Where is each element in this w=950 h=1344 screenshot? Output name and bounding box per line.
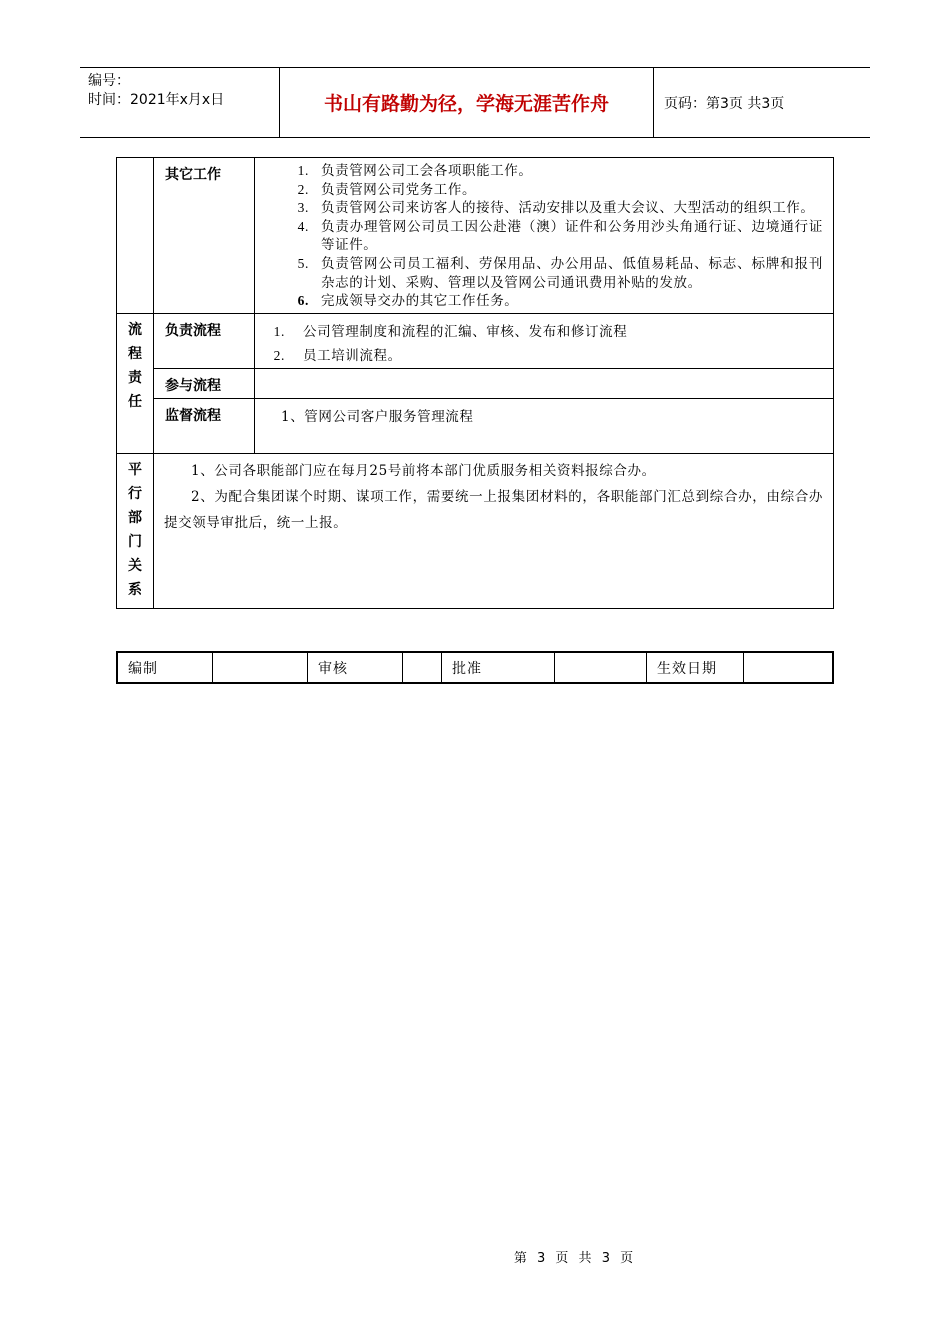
list-item: 6. 完成领导交办的其它工作任务。 xyxy=(297,293,519,310)
participate-content xyxy=(255,368,834,398)
list-item: 1. 公司管理制度和流程的汇编、审核、发布和修订流程 xyxy=(273,323,628,340)
supervise-content: 1、管网公司客户服务管理流程 xyxy=(255,398,834,453)
responsible-row xyxy=(117,313,834,368)
duty-table xyxy=(116,157,834,609)
other-work-list xyxy=(255,158,833,313)
footer-page-number: 第 3 页 共 3 页 xyxy=(513,1251,637,1266)
parallel-paragraph: 1、公司各职能部门应在每月25号前将本部门优质服务相关资料报综合办。 xyxy=(191,462,656,479)
parallel-row xyxy=(117,453,834,608)
approved-label: 批准 xyxy=(442,652,555,683)
page-footer xyxy=(0,1247,950,1266)
supervise-row xyxy=(117,398,834,453)
list-item: 2. 负责管网公司党务工作。 xyxy=(297,181,477,198)
supervise-label: 监督流程 xyxy=(154,398,255,453)
approved-value xyxy=(555,652,647,683)
list-item: 2. 员工培训流程。 xyxy=(273,347,402,364)
participate-label: 参与流程 xyxy=(154,368,255,398)
other-work-content xyxy=(255,158,834,314)
responsible-content xyxy=(255,313,834,368)
parallel-paragraph: 2、为配合集团谋个时期、谋项工作，需要统一上报集团材料的，各职能部门汇总到综合办，由综合办提交领导审批后，统一上报。 xyxy=(164,488,823,531)
prepared-value xyxy=(213,652,308,683)
list-item: 3. 负责管网公司来访客人的接待、活动安排以及重大会议、大型活动的组织工作。 xyxy=(297,200,815,217)
sign-row xyxy=(117,652,833,683)
reviewed-label: 审核 xyxy=(308,652,403,683)
list-item: 1. 负责管网公司工会各项职能工作。 xyxy=(297,163,533,179)
participate-row xyxy=(117,368,834,398)
header-time: 时间：2021年x月x日 xyxy=(88,92,225,108)
header-meta xyxy=(80,68,280,137)
list-item: 5. 负责管网公司员工福利、劳保用品、办公用品、低值易耗品、标志、标牌和报刊杂志的计划、采购、管理以及管网公司通讯费用补贴的发放。 xyxy=(297,255,823,291)
blank-section-cell xyxy=(117,158,154,314)
process-section-label: 流 程 责 任 xyxy=(117,313,154,453)
effective-label: 生效日期 xyxy=(647,652,744,683)
prepared-label: 编制 xyxy=(117,652,213,683)
header-code: 编号： xyxy=(88,73,130,89)
parallel-content xyxy=(154,453,834,608)
other-work-row xyxy=(117,158,834,314)
list-item: 4. 负责办理管网公司员工因公赴港（澳）证件和公务用沙头角通行证、边境通行证等证件。 xyxy=(297,218,823,254)
page-header xyxy=(80,67,870,138)
header-motto: 书山有路勤为径，学海无涯苦作舟 xyxy=(280,68,654,137)
sign-table xyxy=(116,651,834,684)
parallel-section-label: 平 行 部 门 关 系 xyxy=(117,453,154,608)
header-page-info: 页码：第3页 共3页 xyxy=(664,95,785,112)
responsible-label: 负责流程 xyxy=(154,313,255,368)
responsible-list xyxy=(255,314,833,368)
reviewed-value xyxy=(403,652,442,683)
other-work-label: 其它工作 xyxy=(154,158,255,314)
effective-value xyxy=(744,652,834,683)
